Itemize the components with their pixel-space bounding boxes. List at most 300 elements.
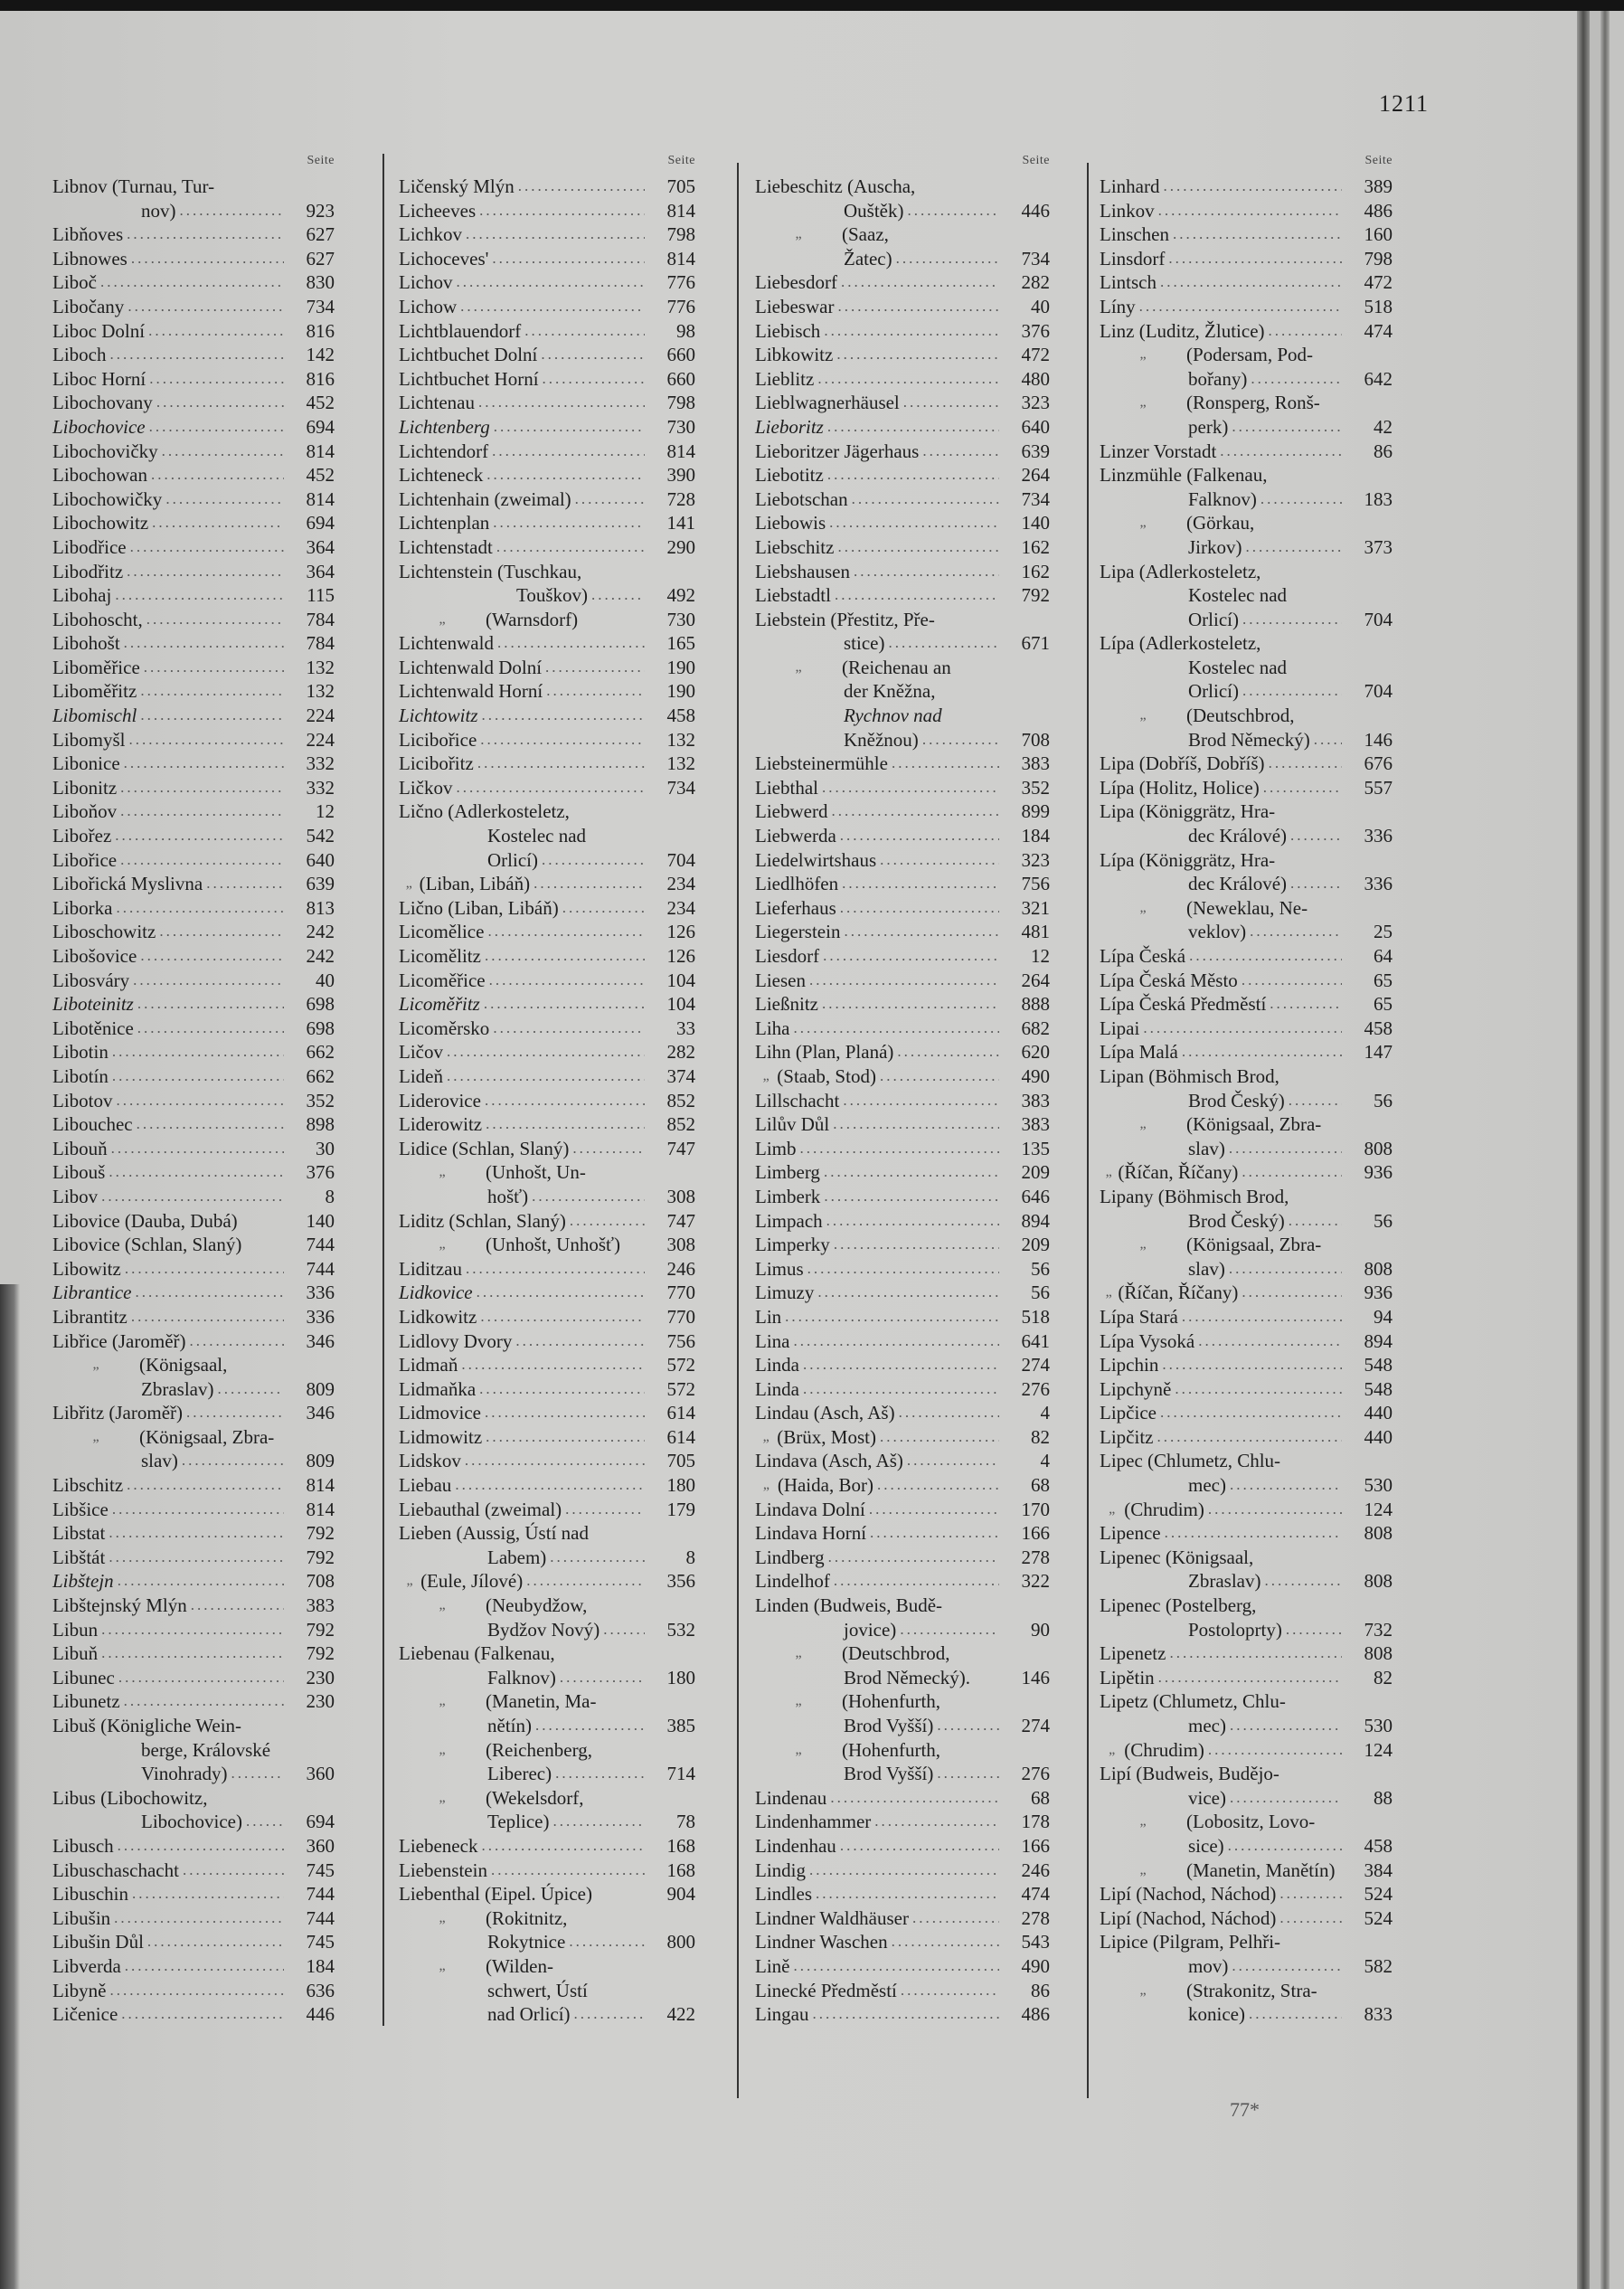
index-entry bbox=[755, 824, 1050, 848]
index-entry bbox=[1100, 1714, 1393, 1738]
entry-place-name: dec Králové) bbox=[1188, 873, 1288, 895]
entry-place-name: Libořez bbox=[52, 825, 112, 847]
dot-leader bbox=[482, 704, 645, 728]
entry-page-number: 524 bbox=[1364, 1906, 1393, 1929]
index-entry bbox=[1100, 679, 1393, 704]
index-entry bbox=[1100, 367, 1393, 392]
ditto-mark: „ bbox=[795, 1741, 802, 1757]
entry-place-name: konice) bbox=[1188, 2003, 1245, 2026]
index-entry bbox=[755, 1738, 1050, 1763]
entry-place-name: Libušin bbox=[52, 1906, 111, 1929]
ditto-mark: „ bbox=[1139, 1116, 1147, 1132]
index-entry bbox=[755, 440, 1050, 464]
dot-leader bbox=[1230, 1473, 1342, 1498]
entry-place-name: (Manetin, Ma- bbox=[486, 1690, 597, 1713]
ditto-mark: „ bbox=[439, 1789, 446, 1805]
entry-page-number: 792 bbox=[1021, 584, 1050, 607]
dot-leader bbox=[127, 222, 284, 247]
dot-leader bbox=[1314, 728, 1342, 752]
entry-page-number: 704 bbox=[1364, 608, 1393, 630]
entry-place-name: Liditzau bbox=[399, 1257, 462, 1280]
entry-place-name: Liboc Dolní bbox=[52, 319, 146, 342]
entry-page-number: 458 bbox=[1364, 1834, 1393, 1857]
ditto-mark: „ bbox=[405, 875, 412, 892]
index-entry bbox=[52, 872, 335, 896]
dot-leader bbox=[140, 679, 284, 704]
entry-page-number: 40 bbox=[316, 969, 335, 991]
entry-place-name: nov) bbox=[141, 199, 176, 222]
ditto-mark: „ bbox=[1139, 1861, 1147, 1878]
entry-page-number: 734 bbox=[1021, 487, 1050, 510]
entry-place-name: Lichkov bbox=[399, 223, 462, 246]
index-entry bbox=[52, 776, 335, 800]
entry-page-number: 246 bbox=[666, 1257, 695, 1280]
dot-leader bbox=[1260, 487, 1342, 512]
index-entry bbox=[755, 2002, 1050, 2027]
dot-leader bbox=[1139, 295, 1342, 319]
entry-place-name: Liebisch bbox=[755, 319, 821, 342]
entry-place-name: Lintsch bbox=[1100, 271, 1157, 294]
dot-leader bbox=[524, 319, 645, 344]
entry-place-name: Labem) bbox=[487, 1546, 547, 1568]
index-entry bbox=[1100, 1521, 1393, 1546]
dot-leader bbox=[478, 391, 645, 415]
index-entry bbox=[399, 343, 695, 367]
entry-place-name: Librantitz bbox=[52, 1305, 127, 1328]
dot-leader bbox=[101, 1185, 284, 1209]
entry-place-name: Lipchyně bbox=[1100, 1377, 1172, 1400]
entry-place-name: Lipí (Budweis, Budějo- bbox=[1100, 1763, 1279, 1785]
index-entry bbox=[1100, 295, 1393, 319]
entry-page-number: 132 bbox=[666, 728, 695, 751]
index-entry bbox=[52, 848, 335, 873]
book-spine-edge bbox=[1610, 11, 1624, 2289]
index-entry bbox=[399, 1689, 695, 1714]
dot-leader bbox=[124, 1689, 284, 1714]
index-entry bbox=[399, 440, 695, 464]
dot-leader bbox=[603, 1618, 645, 1642]
index-entry bbox=[755, 1834, 1050, 1859]
index-entry bbox=[399, 1859, 695, 1883]
dot-leader bbox=[901, 1979, 999, 2003]
index-entry bbox=[1100, 415, 1393, 440]
dot-leader bbox=[880, 1064, 999, 1089]
entry-page-number: 744 bbox=[306, 1257, 335, 1280]
index-entry bbox=[1100, 656, 1393, 680]
entry-place-name: Lipchin bbox=[1100, 1354, 1159, 1376]
entry-page-number: 816 bbox=[306, 367, 335, 390]
entry-place-name: Lichteneck bbox=[399, 464, 484, 487]
entry-page-number: 486 bbox=[1021, 2003, 1050, 2026]
index-entry bbox=[52, 1859, 335, 1883]
dot-leader bbox=[834, 1569, 999, 1594]
ditto-mark: „ bbox=[795, 1693, 802, 1709]
dot-leader bbox=[191, 1594, 284, 1618]
entry-place-name: Lichtenwald Horní bbox=[399, 680, 543, 703]
index-entry bbox=[52, 679, 335, 704]
entry-page-number: 776 bbox=[666, 271, 695, 294]
index-entry bbox=[399, 1569, 695, 1594]
entry-place-name: Libodřitz bbox=[52, 560, 124, 582]
entry-place-name: Limberk bbox=[755, 1185, 821, 1207]
index-entry bbox=[399, 872, 695, 896]
dot-leader bbox=[896, 247, 999, 271]
entry-page-number: 42 bbox=[1374, 415, 1393, 438]
entry-place-name: Libuschin bbox=[52, 1883, 128, 1906]
entry-page-number: 814 bbox=[666, 247, 695, 270]
entry-page-number: 332 bbox=[306, 752, 335, 775]
entry-page-number: 532 bbox=[666, 1618, 695, 1641]
index-entry bbox=[52, 1569, 335, 1594]
entry-place-name: Liderovice bbox=[399, 1089, 481, 1111]
dot-leader bbox=[481, 1834, 645, 1859]
entry-place-name: (Liban, Libáň) bbox=[419, 873, 531, 895]
entry-place-name: Libonice bbox=[52, 752, 120, 775]
dot-leader bbox=[535, 1714, 645, 1738]
index-entry bbox=[399, 222, 695, 247]
entry-place-name: Lípa Malá bbox=[1100, 1041, 1178, 1064]
index-entry bbox=[399, 1329, 695, 1354]
dot-leader bbox=[120, 848, 284, 873]
index-entry bbox=[399, 1498, 695, 1522]
dot-leader bbox=[562, 896, 645, 921]
index-entry bbox=[755, 1089, 1050, 1113]
entry-page-number: 278 bbox=[1021, 1906, 1050, 1929]
index-entry bbox=[399, 1305, 695, 1329]
entry-place-name: Kostelec nad bbox=[1188, 656, 1288, 678]
index-entry bbox=[399, 391, 695, 415]
index-entry bbox=[755, 1810, 1050, 1834]
entry-page-number: 90 bbox=[1031, 1618, 1050, 1641]
entry-page-number: 8 bbox=[685, 1546, 695, 1568]
entry-place-name: Liebwerd bbox=[755, 800, 828, 823]
dot-leader bbox=[484, 992, 645, 1017]
dot-leader bbox=[487, 920, 645, 944]
dot-leader bbox=[485, 1089, 645, 1113]
entry-page-number: 808 bbox=[1364, 1570, 1393, 1593]
entry-place-name: Lipan (Böhmisch Brod, bbox=[1100, 1064, 1279, 1087]
entry-page-number: 88 bbox=[1374, 1786, 1393, 1809]
dot-leader bbox=[466, 1257, 645, 1282]
dot-leader bbox=[874, 1810, 999, 1834]
entry-place-name: Liegerstein bbox=[755, 921, 841, 943]
entry-page-number: 184 bbox=[306, 1954, 335, 1977]
dot-leader bbox=[1208, 1738, 1342, 1763]
entry-place-name: Lingau bbox=[755, 2003, 809, 2026]
ditto-mark: „ bbox=[439, 1597, 446, 1613]
dot-leader bbox=[809, 969, 999, 993]
entry-page-number: 68 bbox=[1031, 1474, 1050, 1497]
dot-leader bbox=[870, 1521, 999, 1546]
entry-page-number: 530 bbox=[1364, 1715, 1393, 1736]
dot-leader bbox=[489, 969, 645, 993]
entry-place-name: Libkowitz bbox=[755, 344, 834, 366]
dot-leader bbox=[447, 1040, 645, 1064]
index-entry bbox=[399, 535, 695, 560]
entry-place-name: Libotěnice bbox=[52, 1017, 134, 1039]
index-entry bbox=[399, 1594, 695, 1618]
dot-leader bbox=[840, 896, 999, 921]
index-entry bbox=[755, 631, 1050, 656]
index-entry bbox=[1100, 1882, 1393, 1906]
entry-page-number: 640 bbox=[1021, 415, 1050, 438]
dot-leader bbox=[543, 367, 645, 392]
dot-leader bbox=[493, 511, 645, 535]
entry-place-name: Limuzy bbox=[755, 1282, 815, 1304]
dot-leader bbox=[793, 1329, 999, 1354]
index-entry bbox=[52, 440, 335, 464]
index-entry bbox=[1100, 704, 1393, 728]
dot-leader bbox=[560, 1666, 645, 1690]
entry-place-name: Libowitz bbox=[52, 1257, 121, 1280]
dot-leader bbox=[816, 1882, 999, 1906]
entry-place-name: Lipí (Nachod, Náchod) bbox=[1100, 1906, 1277, 1929]
entry-page-number: 322 bbox=[1021, 1570, 1050, 1593]
dot-leader bbox=[1182, 1040, 1342, 1064]
entry-place-name: Liedelwirtshaus bbox=[755, 848, 877, 871]
entry-place-name: Libochovice bbox=[52, 415, 146, 438]
entry-place-name: mec) bbox=[1188, 1474, 1226, 1497]
entry-place-name: Libov bbox=[52, 1185, 99, 1207]
entry-place-name: Liesdorf bbox=[755, 945, 820, 967]
dot-leader bbox=[899, 1401, 999, 1425]
column-header-seite: Seite bbox=[1022, 154, 1050, 167]
index-entry bbox=[52, 1089, 335, 1113]
dot-leader bbox=[852, 487, 999, 512]
dot-leader bbox=[888, 631, 999, 656]
entry-place-name: Liebshausen bbox=[755, 560, 850, 582]
entry-place-name: bořany) bbox=[1188, 367, 1248, 390]
ditto-mark: „ bbox=[795, 1645, 802, 1661]
entry-page-number: 190 bbox=[666, 656, 695, 678]
dot-leader bbox=[1157, 1425, 1342, 1450]
index-entry bbox=[399, 1401, 695, 1425]
dot-leader bbox=[491, 1859, 645, 1883]
entry-page-number: 682 bbox=[1021, 1017, 1050, 1039]
entry-page-number: 383 bbox=[306, 1594, 335, 1617]
dot-leader bbox=[127, 295, 284, 319]
dot-leader bbox=[837, 535, 999, 560]
dot-leader bbox=[837, 295, 999, 319]
entry-place-name: Lípa Česká Předměstí bbox=[1100, 993, 1267, 1016]
entry-page-number: 936 bbox=[1364, 1282, 1393, 1304]
entry-page-number: 744 bbox=[306, 1234, 335, 1256]
entry-place-name: (Unhošt, Un- bbox=[486, 1161, 586, 1184]
entry-place-name: Lichtenplan bbox=[399, 512, 490, 534]
index-entry bbox=[1100, 1594, 1393, 1618]
entry-place-name: der Kněžna, bbox=[844, 680, 936, 703]
entry-place-name: Lidskov bbox=[399, 1450, 461, 1472]
dot-leader bbox=[137, 992, 284, 1017]
entry-place-name: Lično (Adlerkosteletz, bbox=[399, 800, 570, 823]
entry-place-name: Postoloprty) bbox=[1188, 1618, 1282, 1641]
index-entry bbox=[1100, 1377, 1393, 1402]
dot-leader bbox=[1158, 1666, 1342, 1690]
index-entry bbox=[755, 560, 1050, 584]
index-entry bbox=[52, 1040, 335, 1064]
index-entry bbox=[755, 1666, 1050, 1690]
index-entry bbox=[755, 704, 1050, 728]
entry-page-number: 833 bbox=[1364, 2003, 1393, 2026]
entry-place-name: Liedlhöfen bbox=[755, 873, 839, 895]
dot-leader bbox=[1264, 1569, 1342, 1594]
entry-place-name: Linzmühle (Falkenau, bbox=[1100, 464, 1268, 487]
entry-page-number: 776 bbox=[666, 295, 695, 317]
entry-page-number: 894 bbox=[1364, 1329, 1393, 1352]
entry-page-number: 336 bbox=[306, 1282, 335, 1304]
entry-place-name: (Haida, Bor) bbox=[777, 1474, 873, 1497]
ditto-mark: „ bbox=[795, 226, 802, 242]
entry-place-name: Liboteinitz bbox=[52, 993, 134, 1016]
dot-leader bbox=[1242, 1160, 1342, 1185]
index-entry bbox=[52, 752, 335, 776]
entry-page-number: 390 bbox=[666, 464, 695, 487]
dot-leader bbox=[183, 1859, 284, 1883]
dot-leader bbox=[206, 872, 284, 896]
index-entry bbox=[1100, 1425, 1393, 1450]
entry-page-number: 180 bbox=[666, 1474, 695, 1497]
entry-place-name: Libochovany bbox=[52, 392, 153, 414]
index-entry bbox=[1100, 896, 1393, 921]
index-entry bbox=[755, 1305, 1050, 1329]
index-entry bbox=[52, 391, 335, 415]
index-entry bbox=[755, 1714, 1050, 1738]
index-entry bbox=[52, 415, 335, 440]
entry-place-name: (Rokitnitz, bbox=[486, 1906, 568, 1929]
index-entry bbox=[52, 295, 335, 319]
entry-page-number: 40 bbox=[1031, 295, 1050, 317]
entry-place-name: (Wilden- bbox=[486, 1954, 553, 1977]
entry-place-name: Lipenec (Königsaal, bbox=[1100, 1546, 1254, 1568]
entry-page-number: 572 bbox=[666, 1354, 695, 1376]
dot-leader bbox=[132, 1882, 284, 1906]
entry-place-name: perk) bbox=[1188, 415, 1229, 438]
index-entry bbox=[755, 487, 1050, 512]
entry-place-name: (Říčan, Říčany) bbox=[1118, 1161, 1239, 1184]
entry-place-name: Ouštěk) bbox=[844, 199, 904, 222]
dot-leader bbox=[115, 583, 284, 608]
entry-place-name: Liditz (Schlan, Slaný) bbox=[399, 1209, 566, 1232]
entry-place-name: Licoměrsko bbox=[399, 1017, 490, 1039]
entry-place-name: Libochowitz bbox=[52, 512, 149, 534]
entry-page-number: 642 bbox=[1364, 367, 1393, 390]
entry-place-name: (Neubydžow, bbox=[486, 1594, 588, 1617]
index-entry bbox=[1100, 848, 1393, 873]
entry-page-number: 705 bbox=[666, 175, 695, 197]
entry-place-name: (Königsaal, Zbra- bbox=[139, 1425, 275, 1448]
entry-place-name: Lipence bbox=[1100, 1522, 1161, 1545]
dot-leader bbox=[1279, 1906, 1342, 1931]
entry-place-name: Linz (Luditz, Žlutice) bbox=[1100, 319, 1265, 342]
entry-page-number: 383 bbox=[1021, 1113, 1050, 1136]
index-entry bbox=[399, 1377, 695, 1402]
entry-page-number: 524 bbox=[1364, 1883, 1393, 1906]
entry-page-number: 356 bbox=[666, 1570, 695, 1593]
index-entry bbox=[755, 1185, 1050, 1209]
index-entry bbox=[52, 1810, 335, 1834]
dot-leader bbox=[144, 656, 284, 680]
entry-place-name: Ličkov bbox=[399, 776, 453, 799]
dot-leader bbox=[190, 1329, 284, 1354]
index-entry bbox=[755, 1859, 1050, 1883]
entry-place-name: Linhard bbox=[1100, 175, 1160, 197]
entry-page-number: 446 bbox=[306, 2003, 335, 2026]
entry-page-number: 190 bbox=[666, 680, 695, 703]
index-entry bbox=[1100, 1281, 1393, 1305]
index-entry bbox=[1100, 560, 1393, 584]
entry-place-name: Linsdorf bbox=[1100, 247, 1166, 270]
index-entry bbox=[399, 1882, 695, 1906]
index-entry bbox=[1100, 752, 1393, 776]
entry-page-number: 336 bbox=[1364, 825, 1393, 847]
entry-page-number: 180 bbox=[666, 1666, 695, 1688]
entry-page-number: 86 bbox=[1031, 1979, 1050, 2001]
index-entry bbox=[1100, 535, 1393, 560]
entry-page-number: 784 bbox=[306, 608, 335, 630]
entry-place-name: Žatec) bbox=[844, 247, 892, 270]
dot-leader bbox=[492, 247, 645, 271]
dot-leader bbox=[115, 824, 284, 848]
entry-place-name: Liboc Horní bbox=[52, 367, 146, 390]
entry-place-name: Libstat bbox=[52, 1522, 106, 1545]
entry-page-number: 708 bbox=[306, 1570, 335, 1593]
dot-leader bbox=[824, 319, 999, 344]
index-entry bbox=[399, 1209, 695, 1234]
index-entry bbox=[52, 1521, 335, 1546]
entry-place-name: Liebeswar bbox=[755, 295, 835, 317]
index-entry bbox=[52, 511, 335, 535]
index-entry bbox=[755, 1425, 1050, 1450]
dot-leader bbox=[124, 752, 284, 776]
index-entry bbox=[52, 799, 335, 824]
entry-page-number: 557 bbox=[1364, 776, 1393, 799]
entry-page-number: 747 bbox=[666, 1209, 695, 1232]
ditto-mark: „ bbox=[439, 610, 446, 627]
entry-place-name: Touškov) bbox=[516, 584, 589, 607]
entry-page-number: 385 bbox=[666, 1715, 695, 1736]
dot-leader bbox=[829, 511, 999, 535]
index-entry bbox=[399, 1233, 695, 1257]
entry-place-name: Lindau (Asch, Aš) bbox=[755, 1402, 895, 1424]
entry-place-name: Lindig bbox=[755, 1859, 806, 1881]
book-spine-edge bbox=[1577, 11, 1590, 2289]
dot-leader bbox=[1228, 1834, 1342, 1859]
ditto-mark: „ bbox=[1139, 346, 1147, 363]
index-entry bbox=[52, 631, 335, 656]
entry-page-number: 56 bbox=[1031, 1257, 1050, 1280]
entry-place-name: Libřice (Jaroměř) bbox=[52, 1329, 186, 1352]
entry-place-name: Lině bbox=[755, 1954, 790, 1977]
index-entry bbox=[399, 1473, 695, 1498]
index-entry bbox=[52, 343, 335, 367]
index-entry bbox=[1100, 1786, 1393, 1811]
index-entry bbox=[1100, 992, 1393, 1017]
dot-leader bbox=[148, 319, 284, 344]
entry-place-name: Libočany bbox=[52, 295, 125, 317]
dot-leader bbox=[574, 2002, 645, 2027]
entry-place-name: mov) bbox=[1188, 1954, 1229, 1977]
index-entry bbox=[399, 1040, 695, 1064]
entry-page-number: 705 bbox=[666, 1450, 695, 1472]
dot-leader bbox=[892, 1930, 999, 1954]
entry-page-number: 282 bbox=[1021, 271, 1050, 294]
entry-place-name: Libyně bbox=[52, 1979, 107, 2001]
index-entry bbox=[755, 1160, 1050, 1185]
entry-place-name: Lichtbuchet Horní bbox=[399, 367, 539, 390]
index-entry bbox=[755, 1353, 1050, 1377]
dot-leader bbox=[1168, 247, 1342, 271]
entry-place-name: Lichow bbox=[399, 295, 458, 317]
